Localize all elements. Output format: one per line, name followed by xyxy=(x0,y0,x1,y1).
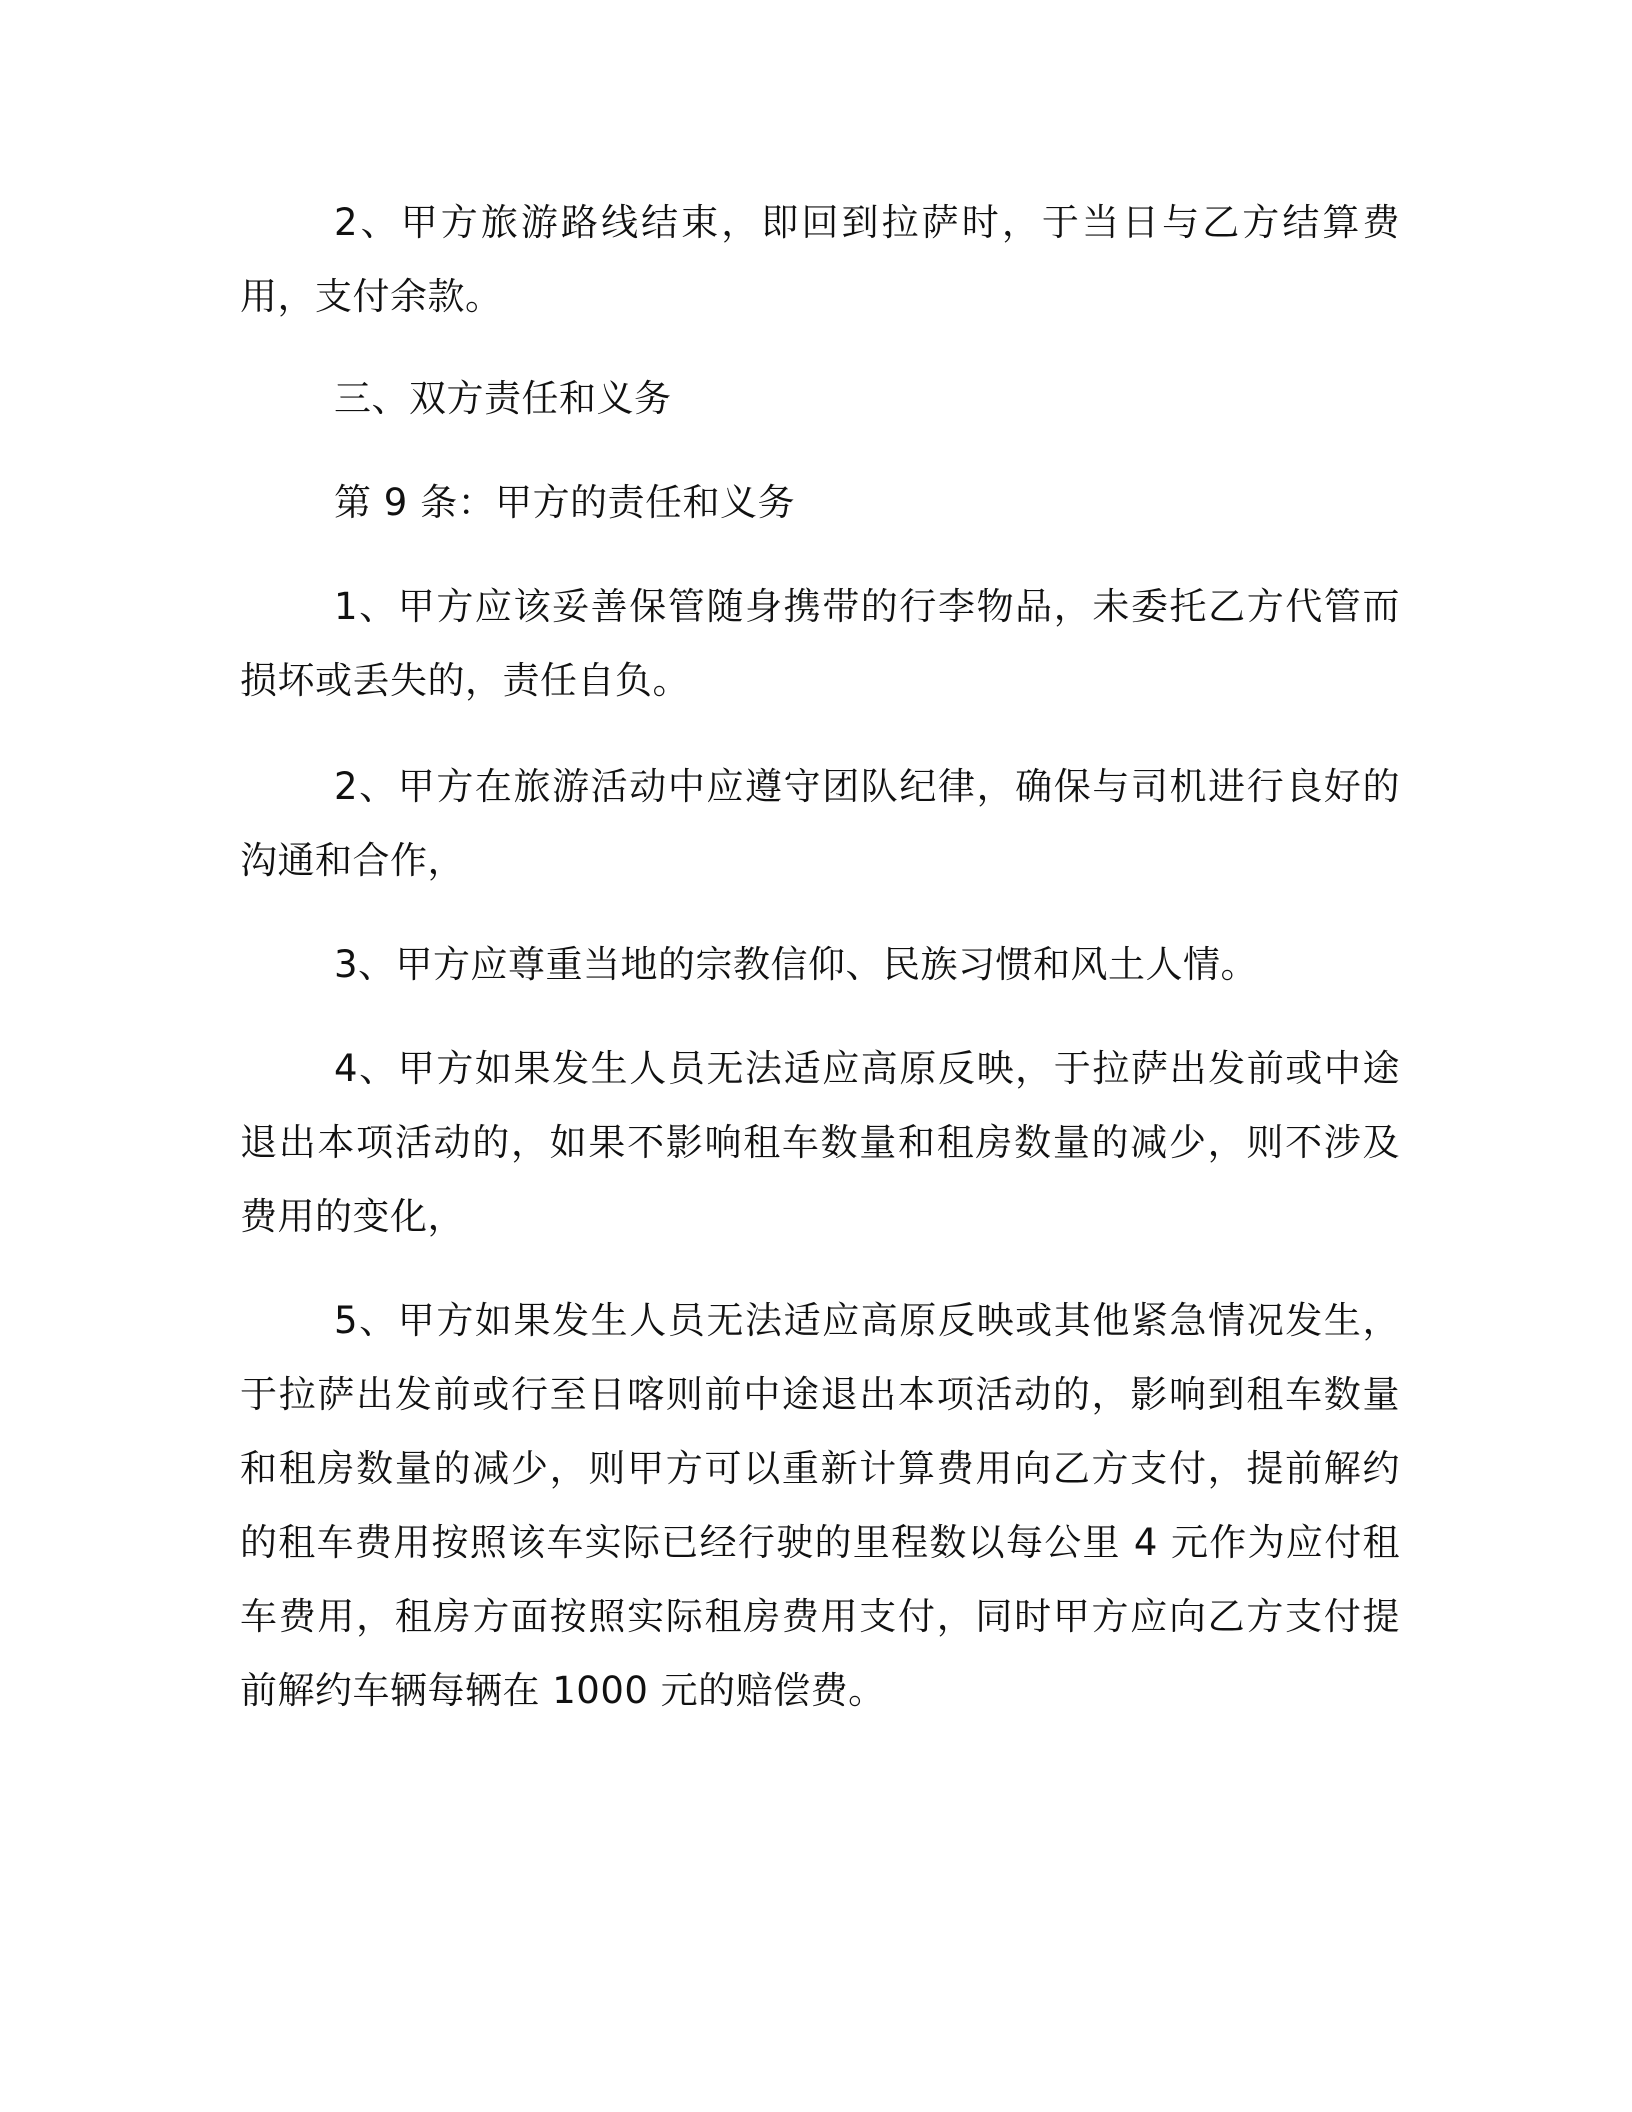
paragraph-item-1: 1、甲方应该妥善保管随身携带的行李物品，未委托乙方代管而损坏或丢失的，责任自负。 xyxy=(240,585,1400,702)
paragraph-item-4: 4、甲方如果发生人员无法适应高原反映，于拉萨出发前或中途退出本项活动的，如果不影响租车数量和租房数量的减少，则不涉及费用的变化， xyxy=(240,1047,1400,1238)
paragraph-item-5: 5、甲方如果发生人员无法适应高原反映或其他紧急情况发生，于拉萨出发前或行至日喀则前中途退出本项活动的，影响到租车数量和租房数量的减少，则甲方可以重新计算费用向乙方支付，提前解约的租车费用按照该车实际已经行驶的里程数以每公里 4 元作为应付租车费用，租房方面按照实际租房费用支付，同时甲方应向乙方支付提前解约车辆每辆在 1000 元的赔偿费。 xyxy=(240,1299,1400,1712)
paragraph-settlement: 2、甲方旅游路线结束，即回到拉萨时，于当日与乙方结算费用，支付余款。 xyxy=(240,201,1400,318)
article-heading-9: 第 9 条：甲方的责任和义务 xyxy=(334,481,796,524)
paragraph-item-2: 2、甲方在旅游活动中应遵守团队纪律，确保与司机进行良好的沟通和合作， xyxy=(240,765,1400,882)
section-heading-responsibilities: 三、双方责任和义务 xyxy=(334,377,672,420)
paragraph-item-3: 3、甲方应尊重当地的宗教信仰、民族习惯和风土人情。 xyxy=(334,943,1259,986)
